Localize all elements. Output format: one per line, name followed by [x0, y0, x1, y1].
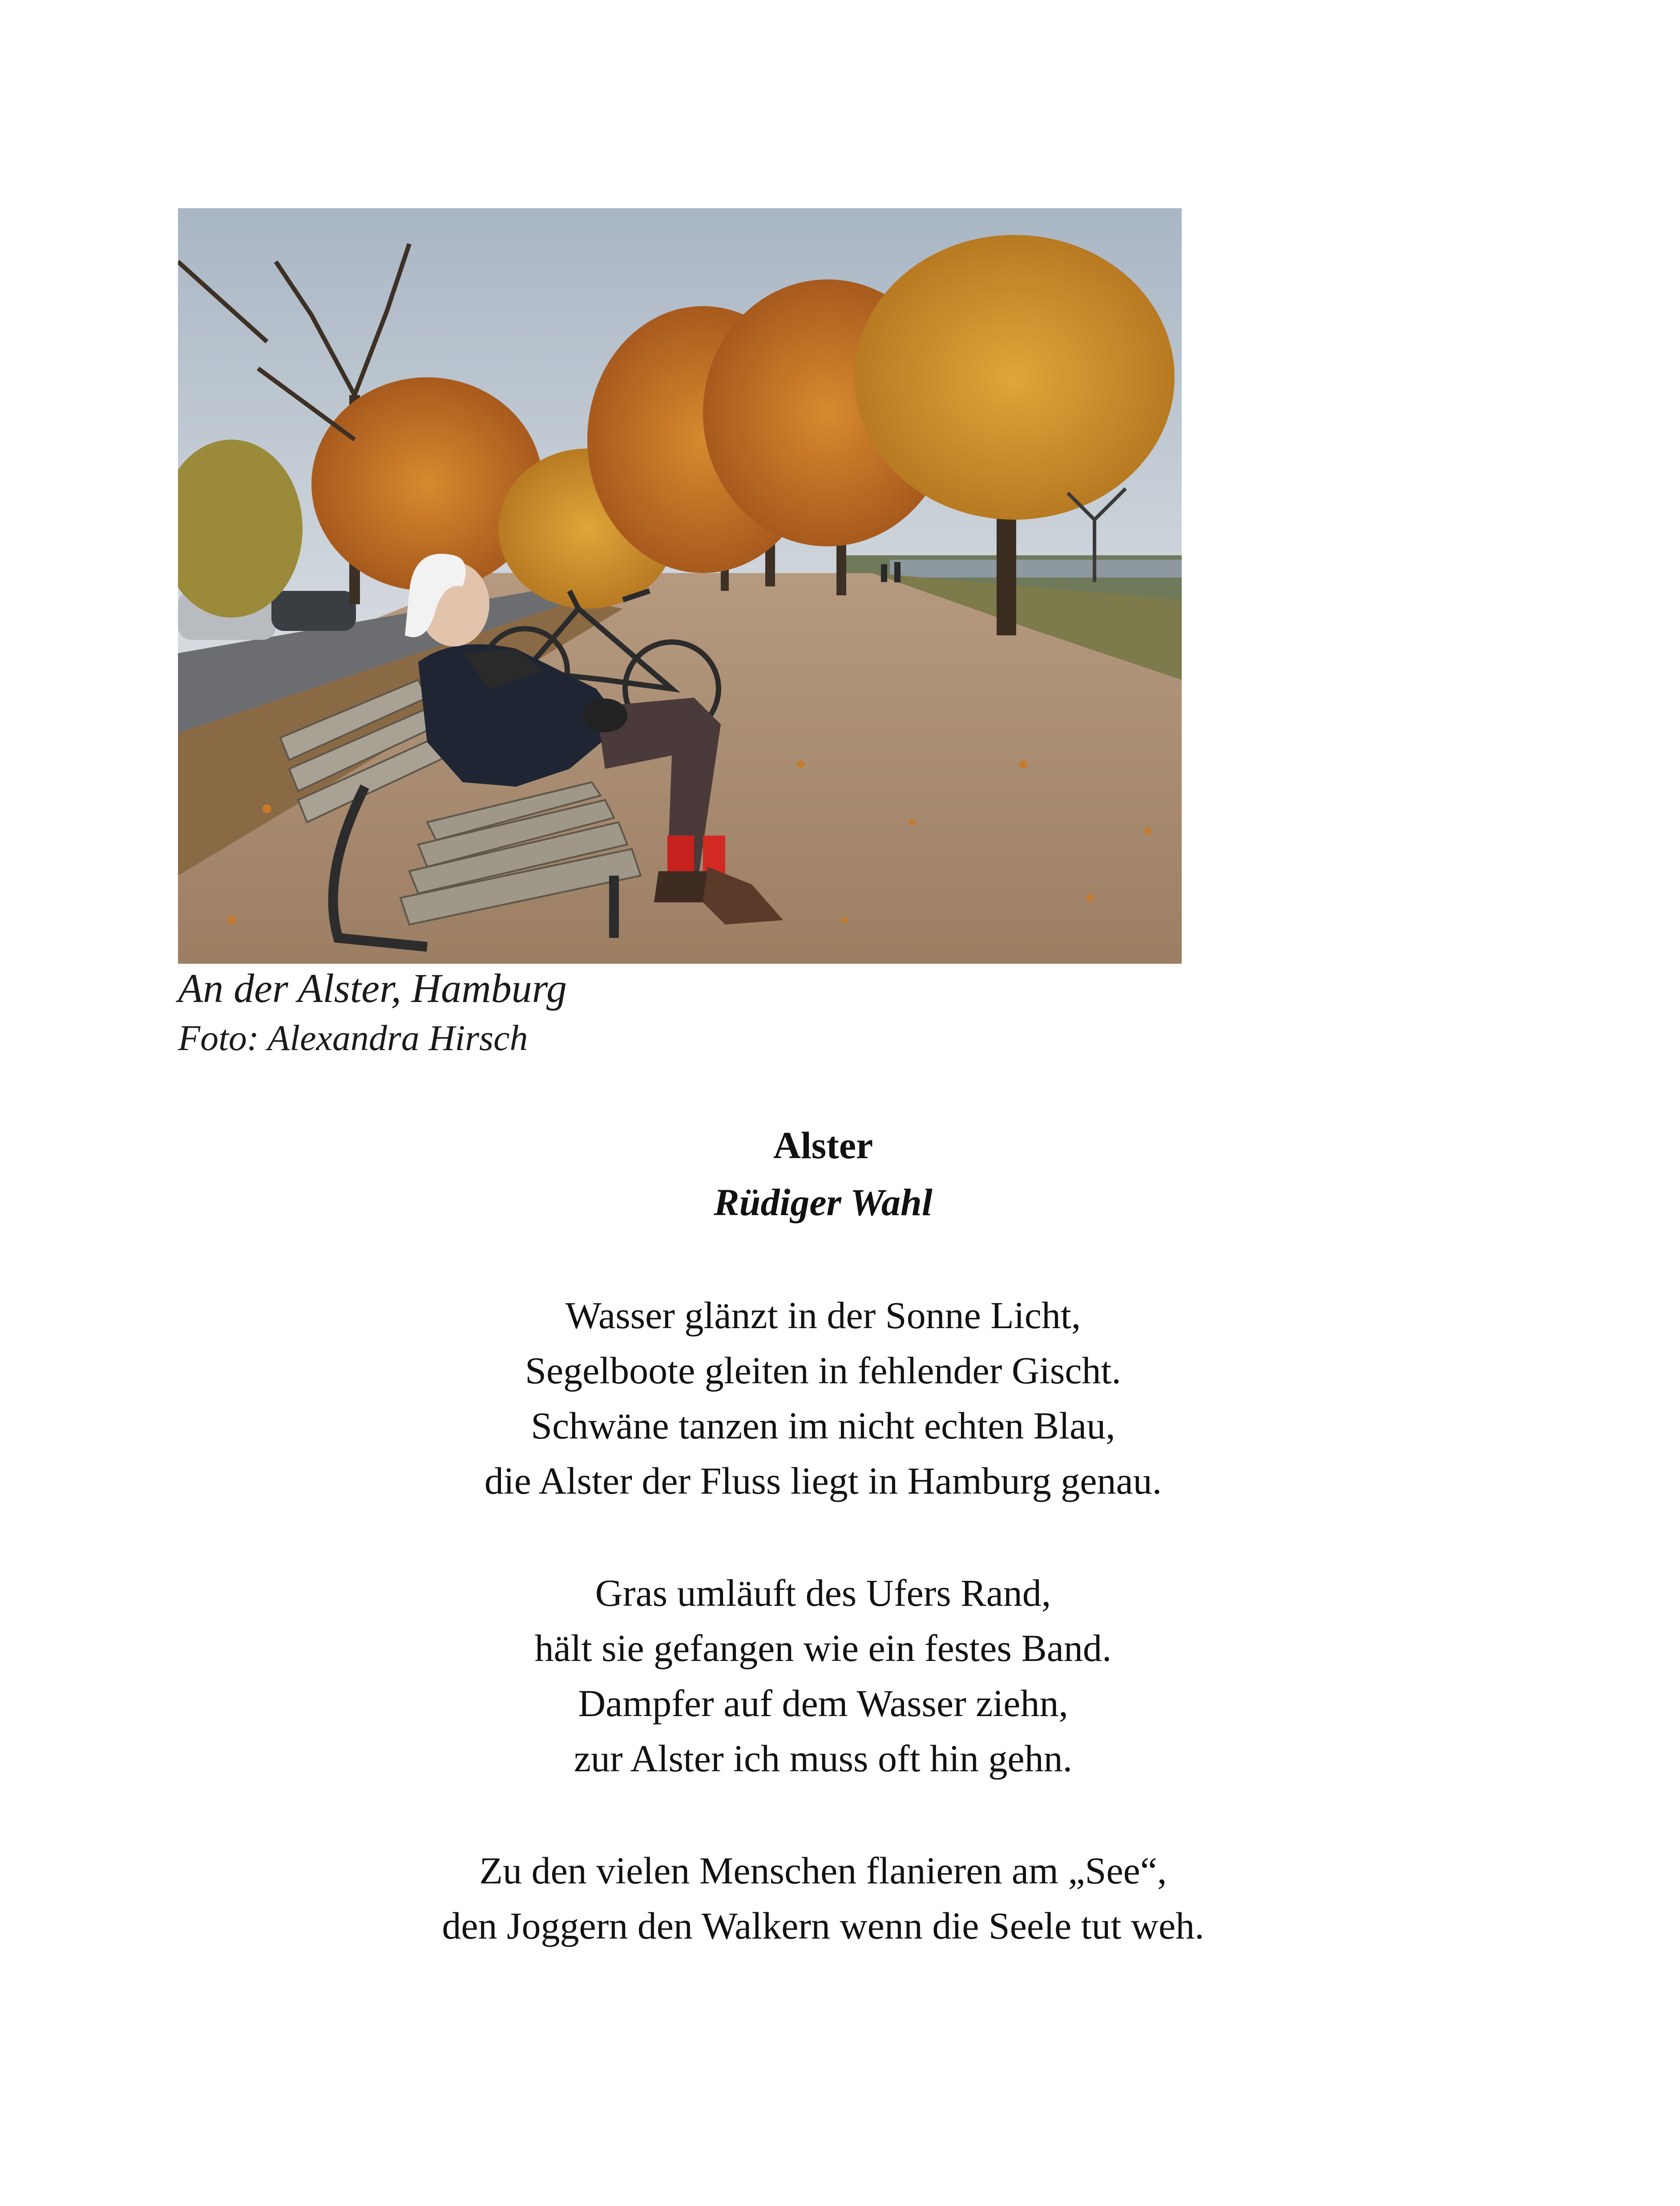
verse-line: die Alster der Fluss liegt in Hamburg genau. — [484, 1459, 1162, 1502]
poem-author: Rüdiger Wahl — [714, 1181, 933, 1224]
verse-line: hält sie gefangen wie ein festes Band. — [534, 1627, 1112, 1669]
verse-line: Zu den vielen Menschen flanieren am „See“, — [479, 1849, 1167, 1892]
poem — [0, 1117, 1646, 1953]
caption-location: An der Alster, Hamburg — [178, 966, 567, 1011]
verse-line: Dampfer auf dem Wasser ziehn, — [578, 1682, 1068, 1725]
stanza — [0, 1565, 1646, 1786]
stanza — [0, 1843, 1646, 1953]
verse-line: zur Alster ich muss oft hin gehn. — [573, 1737, 1073, 1780]
photo-caption — [178, 963, 567, 1063]
poem-title: Alster — [773, 1124, 873, 1167]
photo-park-bench-icon — [178, 208, 1182, 964]
verse-line: Schwäne tanzen im nicht echten Blau, — [531, 1404, 1115, 1447]
verse-line: Wasser glänzt in der Sonne Licht, — [565, 1294, 1081, 1337]
verse-line: Segelboote gleiten in fehlender Gischt. — [525, 1349, 1121, 1392]
caption-photo-credit: Foto: Alexandra Hirsch — [178, 1018, 528, 1058]
photo-park-bench — [178, 208, 1182, 964]
stanza — [0, 1288, 1646, 1508]
verse-line: Gras umläuft des Ufers Rand, — [595, 1572, 1051, 1614]
verse-line: den Joggern den Walkern wenn die Seele tut weh. — [442, 1904, 1204, 1947]
